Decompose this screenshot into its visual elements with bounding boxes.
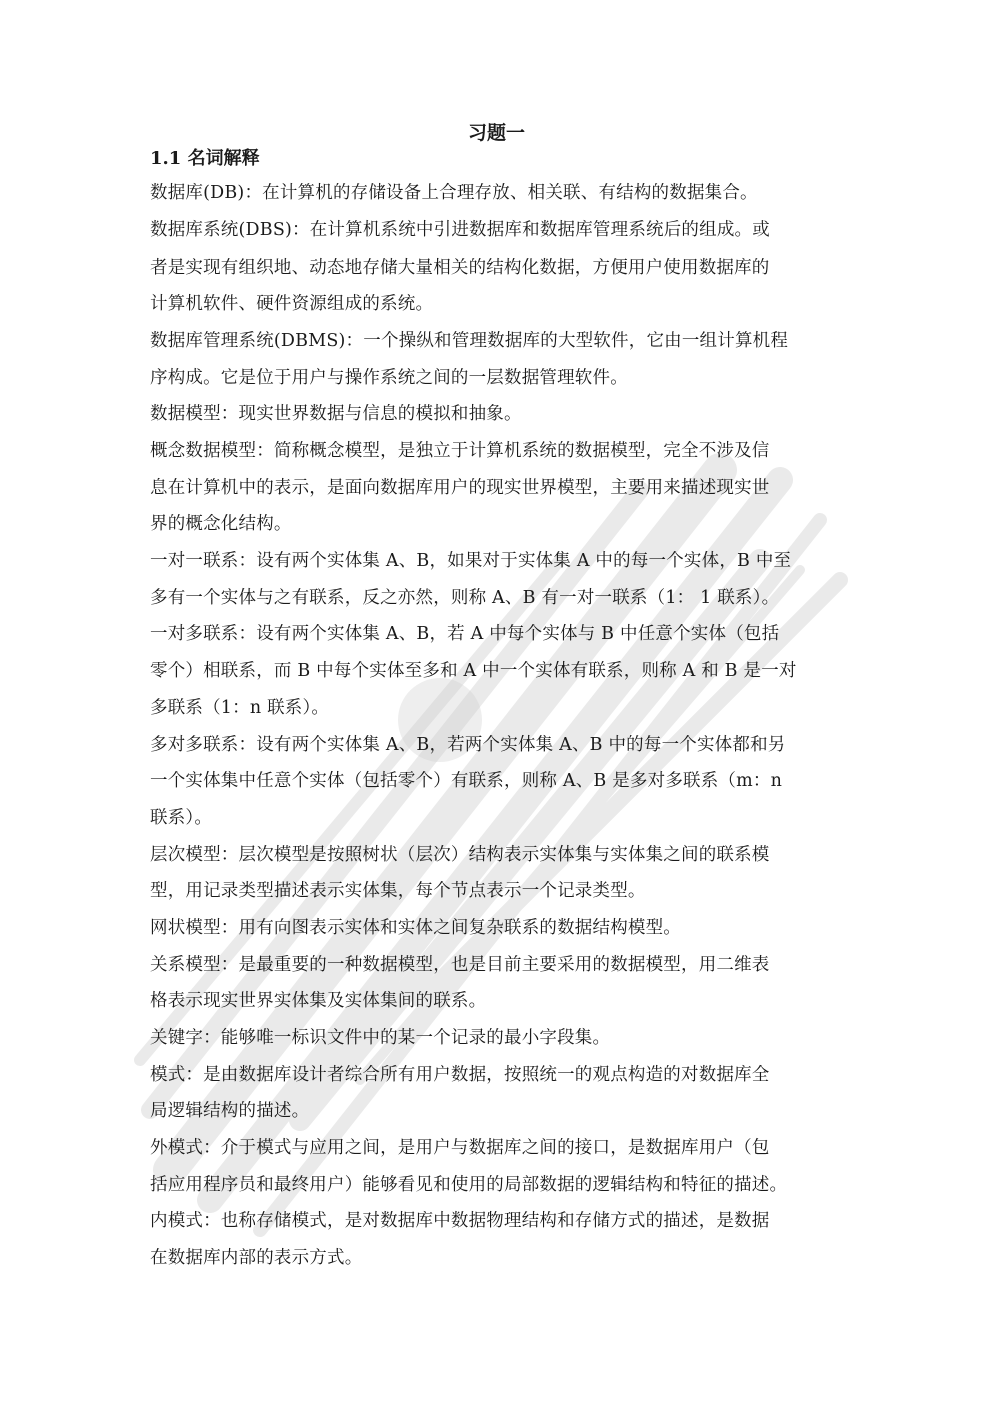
text-line: 网状模型：用有向图表示实体和实体之间复杂联系的数据结构模型。 <box>150 918 681 938</box>
text-line: 在数据库内部的表示方式。 <box>150 1248 363 1268</box>
text-line: 外模式：介于模式与应用之间，是用户与数据库之间的接口，是数据库用户（包 <box>150 1138 770 1158</box>
text-line: 格表示现实世界实体集及实体集间的联系。 <box>150 991 487 1011</box>
text-line: 数据模型：现实世界数据与信息的模拟和抽象。 <box>150 404 522 424</box>
text-line: 多对多联系：设有两个实体集 A、B，若两个实体集 A、B 中的每一个实体都和另 <box>150 735 786 755</box>
text-line: 多有一个实体与之有联系，反之亦然，则称 A、B 有一对一联系（1： 1 联系）。 <box>150 588 780 608</box>
text-line: 计算机软件、硬件资源组成的系统。 <box>150 294 434 314</box>
text-line: 一个实体集中任意个实体（包括零个）有联系，则称 A、B 是多对多联系（m：n <box>150 771 783 791</box>
text-line: 内模式：也称存储模式，是对数据库中数据物理结构和存储方式的描述，是数据 <box>150 1211 770 1231</box>
text-line: 数据库管理系统(DBMS)：一个操纵和管理数据库的大型软件，它由一组计算机程 <box>150 331 789 351</box>
page-title: 习题一 <box>467 122 525 144</box>
text-line: 者是实现有组织地、动态地存储大量相关的结构化数据，方便用户使用数据库的 <box>150 258 770 278</box>
text-line: 关系模型：是最重要的一种数据模型，也是目前主要采用的数据模型，用二维表 <box>150 955 770 975</box>
text-line: 联系）。 <box>150 808 213 828</box>
text-line: 概念数据模型：简称概念模型，是独立于计算机系统的数据模型，完全不涉及信 <box>150 441 770 461</box>
text-line: 局逻辑结构的描述。 <box>150 1101 310 1121</box>
text-line: 零个）相联系，而 B 中每个实体至多和 A 中一个实体有联系，则称 A 和 B 是一对 <box>150 661 797 681</box>
text-line: 一对多联系：设有两个实体集 A、B，若 A 中每个实体与 B 中任意个实体（包括 <box>150 624 780 644</box>
text-line: 型，用记录类型描述表示实体集，每个节点表示一个记录类型。 <box>150 881 646 901</box>
text-line: 息在计算机中的表示，是面向数据库用户的现实世界模型，主要用来描述现实世 <box>150 478 770 498</box>
text-line: 模式：是由数据库设计者综合所有用户数据，按照统一的观点构造的对数据库全 <box>150 1065 770 1085</box>
text-line: 层次模型：层次模型是按照树状（层次）结构表示实体集与实体集之间的联系模 <box>150 845 770 865</box>
text-line: 数据库系统(DBS)：在计算机系统中引进数据库和数据库管理系统后的组成。或 <box>150 220 770 240</box>
text-line: 关键字：能够唯一标识文件中的某一个记录的最小字段集。 <box>150 1028 611 1048</box>
text-line: 序构成。它是位于用户与操作系统之间的一层数据管理软件。 <box>150 368 628 388</box>
text-line: 多联系（1：n 联系）。 <box>150 698 330 718</box>
text-line: 括应用程序员和最终用户）能够看见和使用的局部数据的逻辑结构和特征的描述。 <box>150 1175 788 1195</box>
text-line: 数据库(DB)：在计算机的存储设备上合理存放、相关联、有结构的数据集合。 <box>150 183 758 203</box>
text-line: 一对一联系：设有两个实体集 A、B，如果对于实体集 A 中的每一个实体，B 中至 <box>150 551 792 571</box>
section-heading: 1.1 名词解释 <box>150 148 260 169</box>
text-line: 界的概念化结构。 <box>150 514 292 534</box>
